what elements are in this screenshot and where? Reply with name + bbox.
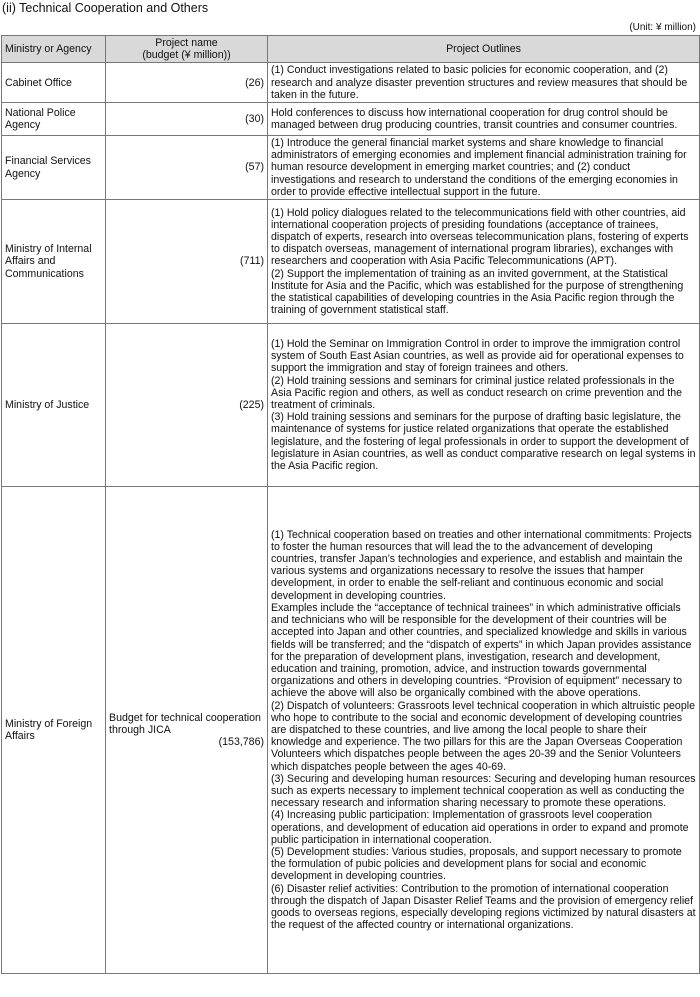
outline-paragraph: (1) Introduce the general financial market systems and share knowledge to financial administrators of emerging economies and implement financial administration training for human resource development in emerging market countries; and (2) conduct investigations and research to understand the conditions of the emerging economies in order to provide effective intellectual support in the future. [271, 137, 687, 198]
outline-paragraph: (1) Conduct investigations related to basic policies for economic cooperation, and (2) research and analyze disaster prevention structures and review measures that should be taken in the future. [271, 64, 688, 101]
technical-cooperation-table [1, 35, 700, 974]
header-project-line2: (budget (¥ million)) [142, 49, 231, 62]
outline-paragraph: (1) Hold the Seminar on Immigration Control in order to improve the immigration control system of South East Asian countries, as well as provide aid for operational expenses to support the immigration and stay of foreign trainees and others. [271, 337, 684, 375]
outline-paragraph: (2) Hold training sessions and seminars for criminal justice related professionals in the Asia Pacific region and others, as well as conduct research on crime prevention and the treatment of criminals. [271, 374, 683, 411]
project-cell [106, 63, 268, 103]
outline-paragraph: Hold conferences to discuss how international cooperation for drug control should be managed between drug producing countries, transit countries and consumer countries. [271, 106, 678, 132]
header-row [2, 36, 700, 63]
project-budget: (57) [245, 161, 264, 174]
ministry-cell: Financial Services Agency [2, 136, 106, 200]
unit-label: (Unit: ¥ million) [629, 22, 696, 33]
table-row [2, 487, 700, 974]
project-cell [106, 324, 268, 487]
outline-paragraph: (5) Development studies: Various studies, proposals, and support necessary to promote the formulation of pubic policies and development plans for social and economic development in developing countries. [271, 845, 682, 883]
project-cell [106, 487, 268, 974]
project-cell [106, 200, 268, 324]
project-budget: (225) [239, 398, 264, 411]
table-row [2, 103, 700, 136]
ministry-cell: Ministry of Foreign Affairs [2, 487, 106, 974]
ministry-cell: Ministry of Justice [2, 324, 106, 487]
outline-cell [268, 487, 700, 974]
ministry-cell: National Police Agency [2, 103, 106, 136]
outline-paragraph: (1) Technical cooperation based on treaties and other international commitments: Projects to foster the human resources that will lead the to the advancement of developing countries, transfer Japan’s technologies and experience, and establish and maintain the various systems and organizations necessary to resolve the issues that hamper development, in order to enable the self-reliant and continuous economic and social development in developing countries. [271, 528, 692, 602]
outline-paragraph: (3) Securing and developing human resources: Securing and developing human resources such as experts necessary to implement technical cooperation as well as conducting the necessary research and information sharing necessary to promote these operations. [271, 772, 696, 810]
table-row [2, 200, 700, 324]
project-budget: (30) [245, 112, 264, 125]
outline-paragraph: Examples include the “acceptance of technical trainees” in which administrative officials and technicians who will be responsible for the development of their countries will be accepted into Japan and other countries, and specialized knowledge and skills in various fields will be transferred; and the “dispatch of experts” in which Japan provides assistance for the preparation of development plans, investigation, research and development, education and training, promotion, advice, and instruction towards governmental organizations and others in developing countries. “Provision of equipment” necessary to achieve the above will also be organically combined with the above operations. [271, 601, 692, 700]
outline-cell [268, 136, 700, 200]
ministry-cell: Cabinet Office [2, 63, 106, 103]
table-row [2, 63, 700, 103]
section-title: (ii) Technical Cooperation and Others [2, 1, 209, 15]
outline-cell [268, 324, 700, 487]
outline-cell [268, 103, 700, 136]
project-cell [106, 103, 268, 136]
header-ministry: Ministry or Agency [2, 36, 106, 63]
header-project-line1: Project name [155, 37, 218, 49]
ministry-cell: Ministry of Internal Affairs and Communications [2, 200, 106, 324]
outline-paragraph: (2) Support the implementation of training as an invited government, at the Statistical Institute for Asia and the Pacific, which was established for the purpose of strengthening the statistical capabilities of developing countries in the Asia Pacific region through the training of government statistical staff. [271, 267, 684, 317]
outline-cell [268, 200, 700, 324]
table-header [2, 36, 700, 63]
table-body [2, 63, 700, 974]
outline-paragraph: (4) Increasing public participation: Implementation of grassroots level cooperation operations, and development of education aid operations in order to expand and promote public participation in international cooperation. [271, 809, 689, 846]
project-name: Budget for technical cooperation through JICA [109, 711, 261, 736]
project-budget: (153,786) [218, 736, 264, 749]
table-row [2, 324, 700, 487]
project-cell [106, 136, 268, 200]
outline-paragraph: (2) Dispatch of volunteers: Grassroots level technical cooperation in which altruistic people who hope to contribute to the social and economic development of developing countries are dispatched to these countries, and live among the local people to share their knowledge and experience. The two pillars for this are the Japan Overseas Cooperation Volunteers which dispatches people between the ages 20-39 and the Senior Volunteers which dispatches people between the ages 40-69. [271, 699, 695, 773]
outline-cell [268, 63, 700, 103]
header-project [106, 36, 268, 63]
project-budget: (26) [245, 76, 264, 89]
table-row [2, 136, 700, 200]
outline-paragraph: (6) Disaster relief activities: Contribution to the promotion of international cooperation through the dispatch of Japan Disaster Relief Teams and the provision of emergency relief goods to overseas regions, especially developing regions victimized by natural disasters at the request of the affected country or international organizations. [271, 882, 696, 932]
outline-paragraph: (3) Hold training sessions and seminars for the purpose of drafting basic legislature, the maintenance of systems for justice related organizations that operate the established legislature, and the fostering of legal professionals in order to support the development of legislature in Asian countries, as well as conduct comparative research on legal systems in the Asia Pacific region. [271, 411, 696, 472]
header-outlines: Project Outlines [268, 36, 700, 63]
project-budget: (711) [240, 255, 264, 268]
outline-paragraph: (1) Hold policy dialogues related to the telecommunications field with other countries, aid international cooperation projects of presiding foundations (acceptance of trainees, dispatch of experts, research into overseas telecommunication plans, fostering of experts to dispatch overseas, management of international program libraries), exchanges with researchers and cooperation with Asia Pacific Telecommunications (APT). [271, 206, 689, 268]
